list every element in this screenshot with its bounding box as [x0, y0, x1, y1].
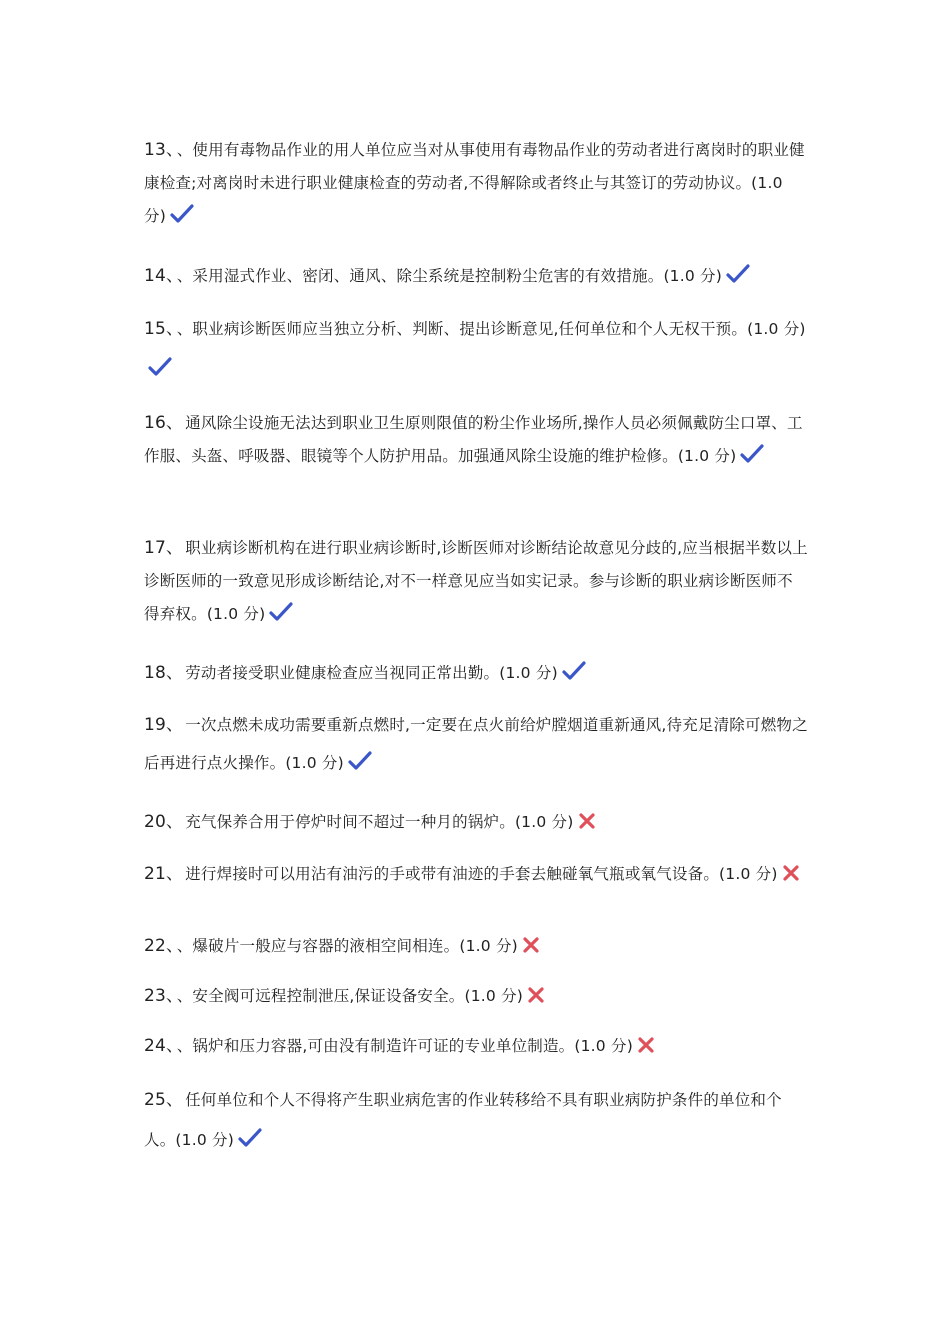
- question-score: (1.0 分): [747, 320, 806, 338]
- question-16: [144, 407, 808, 473]
- question-score: (1.0 分): [175, 1131, 234, 1149]
- question-number: 17、: [144, 538, 184, 558]
- question-score: (1.0 分): [574, 1037, 633, 1055]
- question-score: (1.0 分): [719, 865, 778, 883]
- question-score: (1.0 分): [514, 813, 574, 831]
- question-22: [144, 930, 808, 963]
- question-score: (1.0 分): [499, 664, 558, 682]
- question-number: 21、: [144, 864, 184, 884]
- checkmark-icon: [269, 602, 293, 622]
- question-number: 22、: [144, 936, 175, 956]
- question-number: 20、: [144, 812, 184, 832]
- question-19: [144, 706, 808, 782]
- question-text: 、爆破片一般应与容器的液相空间相连。: [176, 937, 460, 955]
- question-score: (1.0 分): [464, 987, 524, 1005]
- question-score: (1.0 分): [459, 937, 518, 955]
- question-17: [144, 532, 808, 631]
- cross-icon: [527, 986, 545, 1004]
- cross-icon: [637, 1036, 655, 1054]
- checkmark-icon: [238, 1128, 262, 1148]
- question-text: 、职业病诊断医师应当独立分析、判断、提出诊断意见,任何单位和个人无权干预。: [176, 320, 748, 338]
- checkmark-icon: [348, 751, 372, 771]
- checkmark-icon: [170, 204, 194, 224]
- question-14: [144, 260, 808, 293]
- question-score: (1.0 分): [663, 267, 723, 285]
- question-21: [144, 856, 808, 892]
- question-text: 、锅炉和压力容器,可由没有制造许可证的专业单位制造。: [176, 1037, 575, 1055]
- question-25: [144, 1080, 808, 1160]
- question-number: 19、: [144, 715, 184, 735]
- question-number: 24、: [144, 1036, 175, 1056]
- question-text: 通风除尘设施无法达到职业卫生原则限值的粉尘作业场所,操作人员必须佩戴防尘口罩、工作服、头盔、呼吸器、眼镜等个人防护用品。加强通风除尘设施的维护检修。: [144, 414, 803, 465]
- question-text: 、安全阀可远程控制泄压,保证设备安全。: [176, 987, 465, 1005]
- checkmark-icon: [740, 444, 764, 464]
- question-text: 充气保养合用于停炉时间不超过一种月的锅炉。: [185, 813, 515, 831]
- question-number: 13、: [144, 140, 175, 160]
- question-text: 劳动者接受职业健康检查应当视同正常出勤。: [185, 664, 500, 682]
- question-number: 18、: [144, 663, 184, 683]
- cross-icon: [522, 936, 540, 954]
- cross-icon: [782, 864, 800, 882]
- question-24: [144, 1030, 808, 1063]
- question-number: 15、: [144, 319, 175, 339]
- cross-icon: [578, 812, 596, 830]
- checkmark-icon: [148, 357, 172, 377]
- question-text: 、使用有毒物品作业的用人单位应当对从事使用有毒物品作业的劳动者进行离岗时的职业健康检查;对离岗时未进行职业健康检查的劳动者,不得解除或者终止与其签订的劳动协议。: [144, 141, 805, 192]
- question-15: [144, 309, 808, 389]
- question-score: (1.0 分): [206, 605, 266, 623]
- question-18: [144, 657, 808, 690]
- question-text: 职业病诊断机构在进行职业病诊断时,诊断医师对诊断结论故意见分歧的,应当根据半数以上诊断医师的一致意见形成诊断结论,对不一样意见应当如实记录。参与诊断的职业病诊断医师不得弃权。: [144, 539, 808, 623]
- question-score: (1.0 分): [285, 754, 344, 772]
- question-13: [144, 134, 808, 233]
- question-text: 一次点燃未成功需要重新点燃时,一定要在点火前给炉膛烟道重新通风,待充足清除可燃物之后再进行点火操作。: [144, 716, 808, 772]
- question-text: 、采用湿式作业、密闭、通风、除尘系统是控制粉尘危害的有效措施。: [176, 267, 664, 285]
- question-23: [144, 980, 808, 1013]
- question-text: 任何单位和个人不得将产生职业病危害的作业转移给不具有职业病防护条件的单位和个人。: [144, 1091, 782, 1149]
- question-score: (1.0 分): [144, 174, 783, 225]
- question-text: 进行焊接时可以用沾有油污的手或带有油迹的手套去触碰氧气瓶或氧气设备。: [185, 865, 720, 883]
- checkmark-icon: [562, 661, 586, 681]
- checkmark-icon: [726, 264, 750, 284]
- question-number: 25、: [144, 1090, 184, 1110]
- question-score: (1.0 分): [677, 447, 737, 465]
- question-20: [144, 806, 808, 839]
- question-number: 23、: [144, 986, 175, 1006]
- question-number: 14、: [144, 266, 175, 286]
- question-number: 16、: [144, 413, 184, 433]
